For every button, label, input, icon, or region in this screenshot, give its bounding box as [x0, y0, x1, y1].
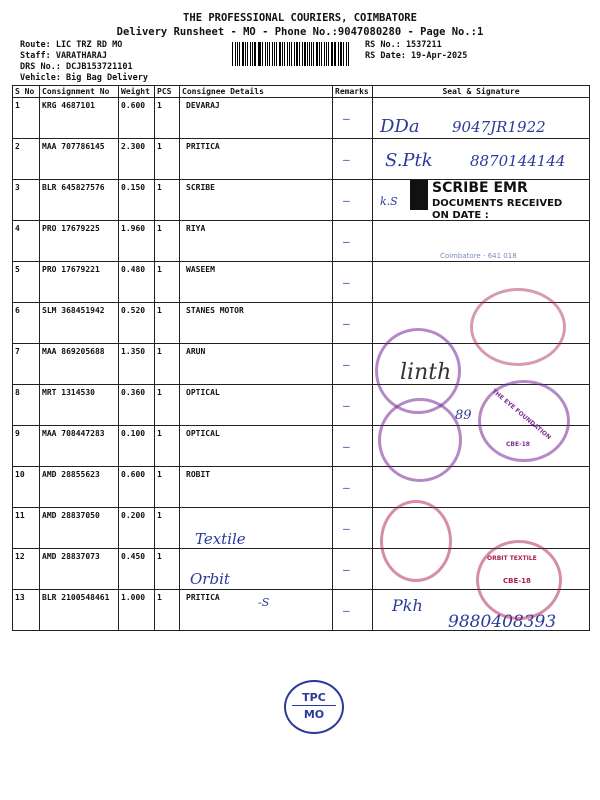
cell-consignee: DEVARAJ	[180, 98, 333, 139]
cell-consignment: MAA 869205688	[40, 344, 119, 385]
cell-weight: 0.200	[119, 508, 155, 549]
barcode-bar	[335, 42, 336, 66]
barcode-bar	[328, 42, 329, 66]
remarks-dash: —	[343, 235, 350, 248]
route-label: Route: LIC TRZ RD MO	[20, 40, 123, 50]
cell-consignment: MAA 707786145	[40, 139, 119, 180]
rs-date-label: RS Date: 19-Apr-2025	[365, 51, 468, 61]
cell-sno: 3	[13, 180, 40, 221]
barcode-bar	[245, 42, 246, 66]
barcode-bar	[272, 42, 273, 66]
eye-foundation-city: CBE-18	[506, 441, 530, 448]
cell-remarks	[333, 98, 373, 139]
signature-row8: 89	[455, 408, 472, 423]
cell-weight: 0.450	[119, 549, 155, 590]
barcode-bar	[319, 42, 320, 66]
cell-remarks	[333, 262, 373, 303]
cell-weight: 0.360	[119, 385, 155, 426]
orbit-text: ORBIT TEXTILE	[487, 555, 537, 562]
orbit-seal-right	[476, 540, 562, 620]
cell-consignee: PRITICA	[180, 590, 333, 631]
cell-remarks	[333, 303, 373, 344]
cell-weight: 0.600	[119, 467, 155, 508]
rs-no-label: RS No.: 1537211	[365, 40, 442, 50]
runsheet-title: Delivery Runsheet - MO - Phone No.:9047080280 - Page No.:1	[116, 26, 484, 38]
cell-consignee: WASEEM	[180, 262, 333, 303]
cell-remarks	[333, 549, 373, 590]
cell-consignee: SCRIBE	[180, 180, 333, 221]
col-pcs: PCS	[155, 86, 180, 98]
phone-row13: 9880408393	[448, 612, 557, 632]
cell-remarks	[333, 590, 373, 631]
barcode-bar	[338, 42, 339, 66]
cell-consignee: STANES MOTOR	[180, 303, 333, 344]
cell-consignment: AMD 28855623	[40, 467, 119, 508]
cell-remarks	[333, 467, 373, 508]
cell-consignment: KRG 4687101	[40, 98, 119, 139]
barcode-bar	[284, 42, 285, 66]
col-weight: Weight	[119, 86, 155, 98]
barcode-bar	[291, 42, 292, 66]
cell-remarks	[333, 221, 373, 262]
remarks-dash: —	[343, 399, 350, 412]
cell-sno: 4	[13, 221, 40, 262]
cell-consignment: AMD 28837073	[40, 549, 119, 590]
cell-weight: 1.000	[119, 590, 155, 631]
cell-sno: 9	[13, 426, 40, 467]
barcode-bar	[313, 42, 314, 66]
barcode-bar	[324, 42, 325, 66]
cell-remarks	[333, 180, 373, 221]
cell-pcs: 1	[155, 385, 180, 426]
remarks-dash: —	[343, 317, 350, 330]
cell-sno: 2	[13, 139, 40, 180]
barcode-bar	[346, 42, 347, 66]
cell-consignment: SLM 368451942	[40, 303, 119, 344]
barcode-bar	[343, 42, 344, 66]
orbit-seal-left	[380, 500, 452, 582]
eye-seal-right	[478, 380, 570, 462]
table-header-row	[13, 86, 590, 98]
handwritten-row13-mark: -S	[258, 596, 270, 609]
barcode-bar	[265, 42, 266, 66]
cell-sno: 12	[13, 549, 40, 590]
barcode-bar	[340, 42, 342, 66]
cell-sno: 5	[13, 262, 40, 303]
barcode-bar	[279, 42, 281, 66]
barcode-bar	[262, 42, 263, 66]
cell-consignment: MAA 708447283	[40, 426, 119, 467]
cell-weight: 0.600	[119, 98, 155, 139]
col-consignment: Consignment No	[40, 86, 119, 98]
remarks-dash: —	[343, 481, 350, 494]
tpc-line2: MO	[303, 708, 325, 721]
handwritten-textile: Textile	[195, 530, 246, 548]
barcode-bar	[274, 42, 275, 66]
col-consignee: Consignee Details	[180, 86, 333, 98]
cell-sno: 10	[13, 467, 40, 508]
barcode-bar	[242, 42, 244, 66]
barcode-bar	[254, 42, 255, 66]
barcode-bar	[276, 42, 277, 66]
col-remarks: Remarks	[333, 86, 373, 98]
barcode-bar	[259, 42, 261, 66]
barcode-bar	[269, 42, 270, 66]
cell-consignee: OPTICAL	[180, 426, 333, 467]
tpc-line1: TPC	[302, 691, 326, 704]
scribe-line2: ON DATE :	[432, 210, 489, 221]
remarks-dash: —	[343, 604, 350, 617]
cell-sno: 13	[13, 590, 40, 631]
barcode-bar	[252, 42, 253, 66]
barcode-bar	[304, 42, 305, 66]
phone-row2: 8870144144	[470, 152, 566, 170]
remarks-dash: —	[343, 153, 350, 166]
staff-label: Staff: VARATHARAJ	[20, 51, 107, 61]
barcode	[232, 42, 350, 66]
company-title: THE PROFESSIONAL COURIERS, COIMBATORE	[183, 12, 417, 24]
orbit-city: CBE-18	[503, 577, 531, 585]
cell-pcs: 1	[155, 262, 180, 303]
barcode-bar	[307, 42, 308, 66]
eye-foundation-text: THE EYE FOUNDATION	[490, 387, 553, 442]
cell-remarks	[333, 508, 373, 549]
tpc-stamp	[284, 680, 344, 734]
barcode-bar	[235, 42, 236, 66]
scribe-line1: DOCUMENTS RECEIVED	[432, 198, 563, 209]
tpc-divider	[292, 705, 336, 706]
cell-seal	[373, 262, 590, 303]
drs-label: DRS No.: DCJB153721101	[20, 62, 133, 72]
cell-remarks	[333, 426, 373, 467]
barcode-bar	[296, 42, 298, 66]
barcode-bar	[239, 42, 240, 66]
cell-consignment: BLR 2100548461	[40, 590, 119, 631]
barcode-bar	[326, 42, 327, 66]
vehicle-label: Vehicle: Big Bag Delivery	[20, 73, 148, 83]
cell-weight: 0.100	[119, 426, 155, 467]
cell-consignment: AMD 28837050	[40, 508, 119, 549]
signature-row3: k.S	[380, 195, 398, 208]
cell-consignment: BLR 645827576	[40, 180, 119, 221]
cell-weight: 2.300	[119, 139, 155, 180]
cell-consignment: PRO 17679225	[40, 221, 119, 262]
cell-remarks	[333, 139, 373, 180]
barcode-bar	[247, 42, 248, 66]
cell-pcs: 1	[155, 221, 180, 262]
signature-row1: DDa	[380, 116, 420, 137]
barcode-bar	[299, 42, 300, 66]
cell-pcs: 1	[155, 590, 180, 631]
cell-weight: 0.520	[119, 303, 155, 344]
barcode-bar	[302, 42, 303, 66]
signature-row7: linth	[400, 360, 452, 385]
cell-weight: 1.350	[119, 344, 155, 385]
cell-pcs: 1	[155, 139, 180, 180]
remarks-dash: —	[343, 194, 350, 207]
col-seal: Seal & Signature	[373, 86, 590, 98]
cell-consignee: RIYA	[180, 221, 333, 262]
cell-pcs: 1	[155, 426, 180, 467]
handwritten-orbit: Orbit	[190, 570, 230, 588]
round-seal-row6	[470, 288, 566, 366]
cell-sno: 11	[13, 508, 40, 549]
cell-consignment: PRO 17679221	[40, 262, 119, 303]
remarks-dash: —	[343, 522, 350, 535]
signature-row13: Pkh	[392, 596, 423, 615]
barcode-bar	[331, 42, 332, 66]
barcode-bar	[334, 42, 335, 66]
cell-weight: 1.960	[119, 221, 155, 262]
cell-pcs: 1	[155, 303, 180, 344]
barcode-bar	[294, 42, 295, 66]
cell-consignee: ARUN	[180, 344, 333, 385]
cell-pcs: 1	[155, 98, 180, 139]
cell-consignee: OPTICAL	[180, 385, 333, 426]
stamp-block	[410, 180, 428, 210]
barcode-bar	[258, 42, 259, 66]
barcode-bar	[287, 42, 288, 66]
barcode-bar	[289, 42, 290, 66]
barcode-bar	[237, 42, 238, 66]
cell-consignee: PRITICA	[180, 139, 333, 180]
barcode-bar	[311, 42, 312, 66]
cell-sno: 6	[13, 303, 40, 344]
remarks-dash: —	[343, 440, 350, 453]
scribe-title: SCRIBE EMR	[432, 180, 528, 196]
barcode-bar	[309, 42, 310, 66]
barcode-bar	[267, 42, 268, 66]
remarks-dash: —	[343, 563, 350, 576]
barcode-bar	[232, 42, 233, 66]
scribe-address: Coimbatore - 641 018	[440, 252, 517, 260]
cell-sno: 8	[13, 385, 40, 426]
phone-row1: 9047JR1922	[452, 118, 546, 136]
barcode-bar	[316, 42, 318, 66]
cell-remarks	[333, 344, 373, 385]
col-sno: S No	[13, 86, 40, 98]
table-row	[13, 467, 590, 508]
cell-consignment: MRT 1314530	[40, 385, 119, 426]
barcode-bar	[250, 42, 251, 66]
barcode-bar	[348, 42, 349, 66]
cell-consignee: ROBIT	[180, 467, 333, 508]
cell-weight: 0.150	[119, 180, 155, 221]
barcode-bar	[321, 42, 322, 66]
cell-remarks	[333, 385, 373, 426]
cell-sno: 7	[13, 344, 40, 385]
cell-weight: 0.480	[119, 262, 155, 303]
remarks-dash: —	[343, 112, 350, 125]
cell-sno: 1	[13, 98, 40, 139]
cell-pcs: 1	[155, 467, 180, 508]
signature-row2: S.Ptk	[385, 150, 433, 171]
remarks-dash: —	[343, 358, 350, 371]
eye-seal-left	[378, 398, 462, 482]
barcode-bar	[282, 42, 283, 66]
cell-pcs: 1	[155, 180, 180, 221]
cell-pcs: 1	[155, 344, 180, 385]
remarks-dash: —	[343, 276, 350, 289]
cell-pcs: 1	[155, 549, 180, 590]
cell-pcs: 1	[155, 508, 180, 549]
